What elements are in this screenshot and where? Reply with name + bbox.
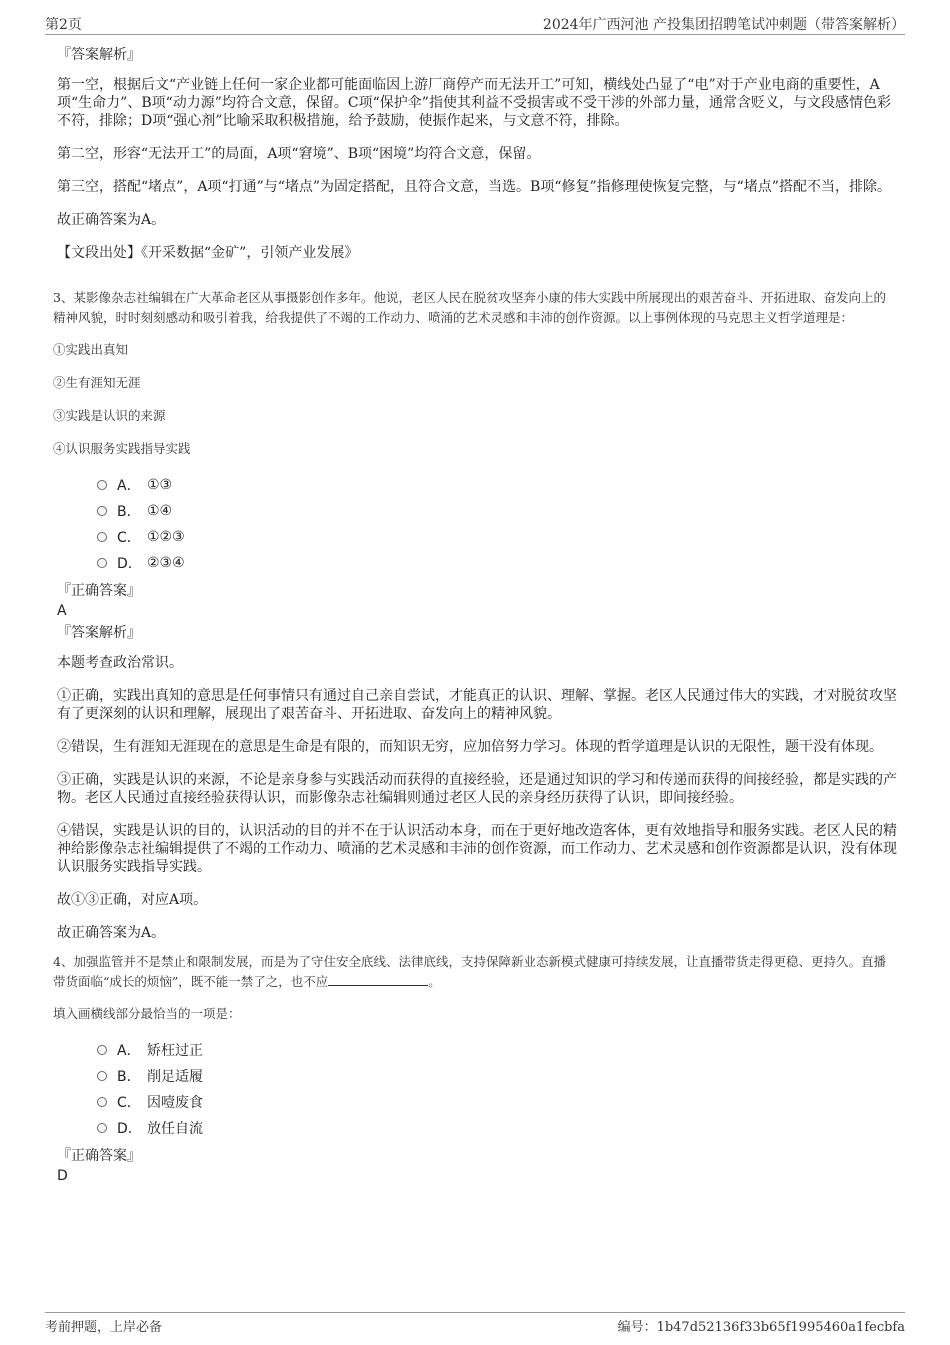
option-text: 放任自流 — [147, 1121, 203, 1137]
q3-statement: ④认识服务实践指导实践 — [53, 441, 191, 456]
option-letter: A． — [117, 1043, 141, 1059]
q4-option-a[interactable] — [97, 1037, 898, 1063]
q3-explanation-para: ②错误，生有涯知无涯现在的意思是生命是有限的，而知识无穷，应加倍努力学习。体现的哲学道理是认识的无限性，题干没有体现。 — [57, 739, 883, 755]
q3-explanation-label: 『答案解析』 — [57, 625, 141, 641]
option-letter: B． — [117, 1069, 141, 1085]
document-code: 编号：1b47d52136f33b65f1995460a1fecbfa — [617, 1320, 905, 1335]
q2-explanation-label: 『答案解析』 — [57, 47, 141, 63]
document-title: 2024年广西河池 产投集团招聘笔试冲刺题（带答案解析） — [542, 17, 905, 33]
option-text: 削足适履 — [147, 1069, 203, 1085]
q3-explanation-para: 本题考查政治常识。 — [57, 655, 183, 671]
option-text: ①④ — [147, 503, 173, 519]
q2-explanation-para: 第三空，搭配“堵点”，A项“打通”与“堵点”为固定搭配，且符合文意，当选。B项“修复”指修理使恢复完整，与“堵点”搭配不当，排除。 — [57, 179, 891, 195]
q3-answer-label: 『正确答案』 — [57, 583, 141, 599]
q3-stem: 3、某影像杂志社编辑在广大革命老区从事摄影创作多年。他说，老区人民在脱贫攻坚奔小康的伟大实践中所展现出的艰苦奋斗、开拓进取、奋发向上的精神风貌，时时刻刻感动和吸引着我，给我提供了不竭的工作动力、喷涌的艺术灵感和丰沛的创作资源。以上事例体现的马克思主义哲学道理是： — [53, 290, 886, 325]
fill-in-blank — [328, 973, 428, 986]
q3-option-c[interactable] — [97, 524, 898, 550]
q3-explanation-para: 故①③正确，对应A项。 — [57, 892, 208, 908]
q3-statement: ②生有涯知无涯 — [53, 375, 141, 390]
q3-explanation-para: ④错误，实践是认识的目的，认识活动的目的并不在于认识活动本身，而在于更好地改造客体，更有效地指导和服务实践。老区人民的精神给影像杂志社编辑提供了不竭的工作动力、喷涌的艺术灵感和丰沛的创作资源，而工作动力、艺术灵感和创作资源都是认识，没有体现认识服务实践指导实践。 — [57, 823, 897, 875]
q4-stem-text: 4、加强监管并不是禁止和限制发展，而是为了守住安全底线、法律底线，支持保障新业态新模式健康可持续发展，让直播带货走得更稳、更持久。直播带货面临“成长的烦恼”，既不能一禁了之，也不应 — [53, 954, 886, 989]
q2-explanation-para: 故正确答案为A。 — [57, 212, 166, 228]
q4-answer-label: 『正确答案』 — [57, 1148, 141, 1164]
q4-option-d[interactable] — [97, 1115, 898, 1141]
radio-button-icon[interactable] — [97, 506, 107, 516]
radio-button-icon[interactable] — [97, 1123, 107, 1133]
q3-answer: A — [57, 603, 67, 619]
radio-button-icon[interactable] — [97, 532, 107, 542]
option-letter: D． — [117, 556, 142, 572]
option-text: ①③ — [147, 477, 173, 493]
q4-answer: D — [57, 1168, 68, 1184]
q2-explanation-para: 第二空，形容“无法开工”的局面，A项“窘境”、B项“困境”均符合文意，保留。 — [57, 146, 541, 162]
option-letter: D． — [117, 1121, 142, 1137]
q2-source: 【文段出处】《开采数据“金矿”，引领产业发展》 — [57, 245, 359, 261]
q3-explanation-para: 故正确答案为A。 — [57, 925, 166, 941]
option-text: ②③④ — [147, 555, 185, 571]
radio-button-icon[interactable] — [97, 1071, 107, 1081]
option-letter: C． — [117, 1095, 141, 1111]
q4-option-c[interactable] — [97, 1089, 898, 1115]
q4-prompt: 填入画横线部分最恰当的一项是： — [53, 1006, 241, 1021]
page-number: 第2页 — [45, 17, 82, 33]
q3-option-d[interactable] — [97, 550, 898, 576]
option-letter: B． — [117, 504, 141, 520]
q4-stem-end: 。 — [428, 974, 441, 989]
radio-button-icon[interactable] — [97, 558, 107, 568]
page-header — [45, 14, 905, 35]
q3-explanation-para: ①正确，实践出真知的意思是任何事情只有通过自己亲自尝试，才能真正的认识、理解、掌握。老区人民通过伟大的实践，才对脱贫攻坚有了更深刻的认识和理解，展现出了艰苦奋斗、开拓进取、奋发向上的精神风貌。 — [57, 688, 897, 722]
radio-button-icon[interactable] — [97, 480, 107, 490]
q3-explanation-para: ③正确，实践是认识的来源，不论是亲身参与实践活动而获得的直接经验，还是通过知识的学习和传递而获得的间接经验，都是实践的产物。老区人民通过直接经验获得认识，而影像杂志社编辑则通过老区人民的亲身经历获得了认识，即间接经验。 — [57, 772, 897, 806]
radio-button-icon[interactable] — [97, 1045, 107, 1055]
q3-statement: ③实践是认识的来源 — [53, 408, 166, 423]
q4-stem — [53, 952, 898, 992]
q4-options — [97, 1037, 898, 1141]
footer-slogan: 考前押题，上岸必备 — [45, 1320, 163, 1335]
q3-options — [97, 472, 898, 576]
page-content — [53, 46, 898, 1189]
option-letter: A． — [117, 478, 141, 494]
q3-option-a[interactable] — [97, 472, 898, 498]
q3-option-b[interactable] — [97, 498, 898, 524]
page-footer — [45, 1312, 905, 1337]
option-letter: C． — [117, 530, 141, 546]
q4-option-b[interactable] — [97, 1063, 898, 1089]
q2-explanation-para: 第一空，根据后文“产业链上任何一家企业都可能面临因上游厂商停产而无法开工”可知，横线处凸显了“电”对于产业电商的重要性，A项“生命力”、B项“动力源”均符合文意，保留。C项“保护伞”指使其利益不受损害或不受干涉的外部力量，通常含贬义，与文段感情色彩不符，排除；D项“强心剂”比喻采取积极措施，给予鼓励，使振作起来，与文意不符，排除。 — [57, 77, 891, 129]
q3-statement: ①实践出真知 — [53, 342, 129, 357]
option-text: 矫枉过正 — [147, 1043, 203, 1059]
option-text: 因噎废食 — [147, 1095, 203, 1111]
option-text: ①②③ — [147, 529, 185, 545]
radio-button-icon[interactable] — [97, 1097, 107, 1107]
